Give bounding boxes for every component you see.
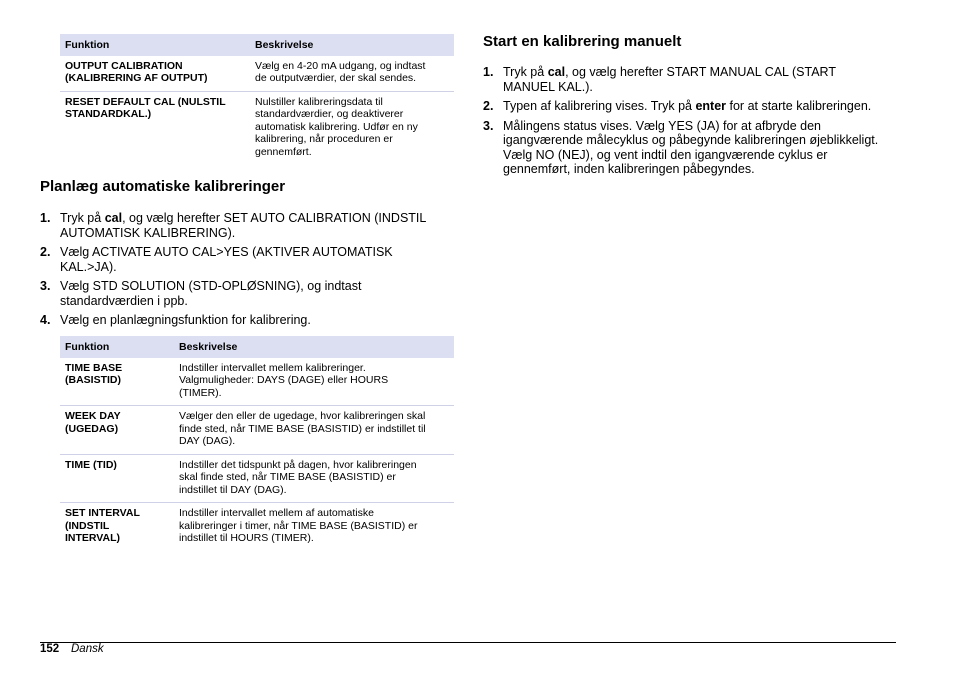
description-line: indstillet til HOURS (TIMER).: [179, 532, 314, 544]
footer-language: Dansk: [71, 643, 104, 655]
manual-calibration-steps: [483, 65, 903, 182]
function-cell: [60, 56, 250, 92]
description-line: automatisk kalibrering. Udfør en ny: [255, 120, 418, 133]
step-text: Tryk på: [503, 65, 548, 79]
step-text: KAL.>JA).: [60, 259, 117, 274]
column-header-function: Funktion: [60, 34, 250, 56]
column-header-function: Funktion: [60, 336, 174, 358]
step-item: [40, 313, 450, 328]
key-name: cal: [104, 211, 123, 225]
column-header-description: Beskrivelse: [250, 34, 454, 56]
page-number: 152: [40, 643, 60, 655]
step-number: 4.: [40, 313, 51, 327]
step-item: [40, 211, 450, 240]
column-header-description: Beskrivelse: [174, 336, 454, 358]
function-name-line: (BASISTID): [65, 374, 121, 386]
description-line: kalibreringer i timer, når TIME BASE (BASISTID) er: [179, 519, 418, 532]
step-text: AUTOMATISK KALIBRERING).: [60, 225, 236, 240]
step-number: 2.: [483, 99, 494, 113]
step-number: 2.: [40, 245, 51, 259]
function-name-line: WEEK DAY: [65, 410, 121, 422]
description-line: Nulstiller kalibreringsdata til: [255, 95, 383, 108]
step-text: Vælg NO (NEJ), og vent indtil den igangværende cyklus er: [503, 147, 828, 162]
description-cell: [174, 406, 454, 455]
description-line: Indstiller det tidspunkt på dagen, hvor kalibreringen: [179, 458, 417, 471]
function-table-output: [60, 34, 454, 164]
description-line: Vælg en 4-20 mA udgang, og indtast: [255, 59, 426, 72]
description-line: finde sted, når TIME BASE (BASISTID) er indstillet til: [179, 422, 426, 435]
description-cell: [174, 454, 454, 503]
table-header-row: [60, 34, 454, 56]
function-name-line: SET INTERVAL: [65, 507, 140, 519]
function-table-schedule: [60, 336, 454, 551]
function-cell: [60, 503, 174, 551]
step-text: standardværdien i ppb.: [60, 293, 188, 308]
step-text: Vælg STD SOLUTION (STD-OPLØSNING), og indtast: [60, 279, 362, 293]
description-line: Valgmuligheder: DAYS (DAGE) eller HOURS: [179, 374, 389, 386]
table-row: [60, 56, 454, 92]
function-name-line: INTERVAL): [65, 532, 121, 544]
step-text: Målingens status vises. Vælg YES (JA) for at afbryde den: [503, 118, 821, 133]
description-cell: [250, 56, 454, 92]
description-line: standardværdier, og deaktiverer: [255, 108, 404, 120]
function-cell: [60, 454, 174, 503]
step-text: Vælg en planlægningsfunktion for kalibrering.: [60, 313, 311, 327]
table-row: [60, 406, 454, 455]
function-name-line: TIME (TID): [65, 458, 117, 471]
description-line: gennemført.: [255, 145, 312, 158]
description-cell: [174, 358, 454, 406]
step-item: [483, 119, 903, 177]
table-row: [60, 358, 454, 406]
section-heading-auto-calibration: Planlæg automatiske kalibreringer: [40, 178, 286, 195]
step-text: for at starte kalibreringen.: [726, 99, 872, 113]
step-item: [40, 245, 450, 274]
table-row: [60, 503, 454, 551]
table-header-row: [60, 336, 454, 358]
description-line: DAY (DAG).: [179, 435, 236, 447]
function-name-line: TIME BASE: [65, 361, 123, 374]
step-text: , og vælg herefter START MANUAL CAL (START: [565, 65, 836, 79]
table-row: [60, 454, 454, 503]
function-name-line: OUTPUT CALIBRATION: [65, 59, 183, 72]
description-line: Indstiller intervallet mellem kalibreringer.: [179, 361, 366, 374]
function-name-line: (UGEDAG): [65, 422, 119, 435]
function-name-line: RESET DEFAULT CAL (NULSTIL: [65, 95, 226, 108]
function-cell: [60, 358, 174, 406]
function-cell: [60, 406, 174, 455]
function-name-line: STANDARDKAL.): [65, 108, 152, 120]
table-row: [60, 91, 454, 164]
description-line: (TIMER).: [179, 386, 222, 399]
key-name: enter: [695, 99, 727, 113]
step-item: [40, 279, 450, 308]
auto-calibration-steps: [40, 211, 450, 333]
description-cell: [174, 503, 454, 551]
key-name: cal: [547, 65, 566, 79]
step-text: gennemført, inden kalibreringen påbegyndes.: [503, 162, 755, 176]
step-item: [483, 99, 903, 114]
step-text: igangværende målecyklus og påbegynde kalibreringen øjeblikkeligt.: [503, 133, 879, 147]
description-line: kalibrering, når proceduren er: [255, 133, 393, 145]
step-item: [483, 65, 903, 94]
description-line: indstillet til DAY (DAG).: [179, 483, 287, 496]
step-number: 1.: [40, 211, 51, 225]
function-cell: [60, 91, 250, 164]
footer-divider: [40, 642, 896, 643]
step-text: Tryk på: [60, 211, 105, 225]
description-line: skal finde sted, når TIME BASE (BASISTID) er: [179, 471, 396, 483]
step-number: 1.: [483, 65, 494, 79]
description-line: de outputværdier, der skal sendes.: [255, 72, 417, 84]
step-number: 3.: [40, 279, 51, 293]
step-text: , og vælg herefter SET AUTO CALIBRATION (INDSTIL: [122, 211, 427, 225]
description-line: Vælger den eller de ugedage, hvor kalibreringen skal: [179, 410, 426, 422]
description-line: Indstiller intervallet mellem af automatiske: [179, 507, 374, 519]
function-name-line: (INDSTIL: [65, 519, 110, 532]
step-number: 3.: [483, 118, 494, 133]
description-cell: [250, 91, 454, 164]
step-text: Typen af kalibrering vises. Tryk på: [503, 99, 696, 113]
step-text: MANUEL KAL.).: [503, 79, 593, 94]
step-text: Vælg ACTIVATE AUTO CAL>YES (AKTIVER AUTOMATISK: [60, 245, 393, 259]
section-heading-manual-calibration: Start en kalibrering manuelt: [483, 33, 682, 50]
function-name-line: (KALIBRERING AF OUTPUT): [65, 72, 208, 84]
